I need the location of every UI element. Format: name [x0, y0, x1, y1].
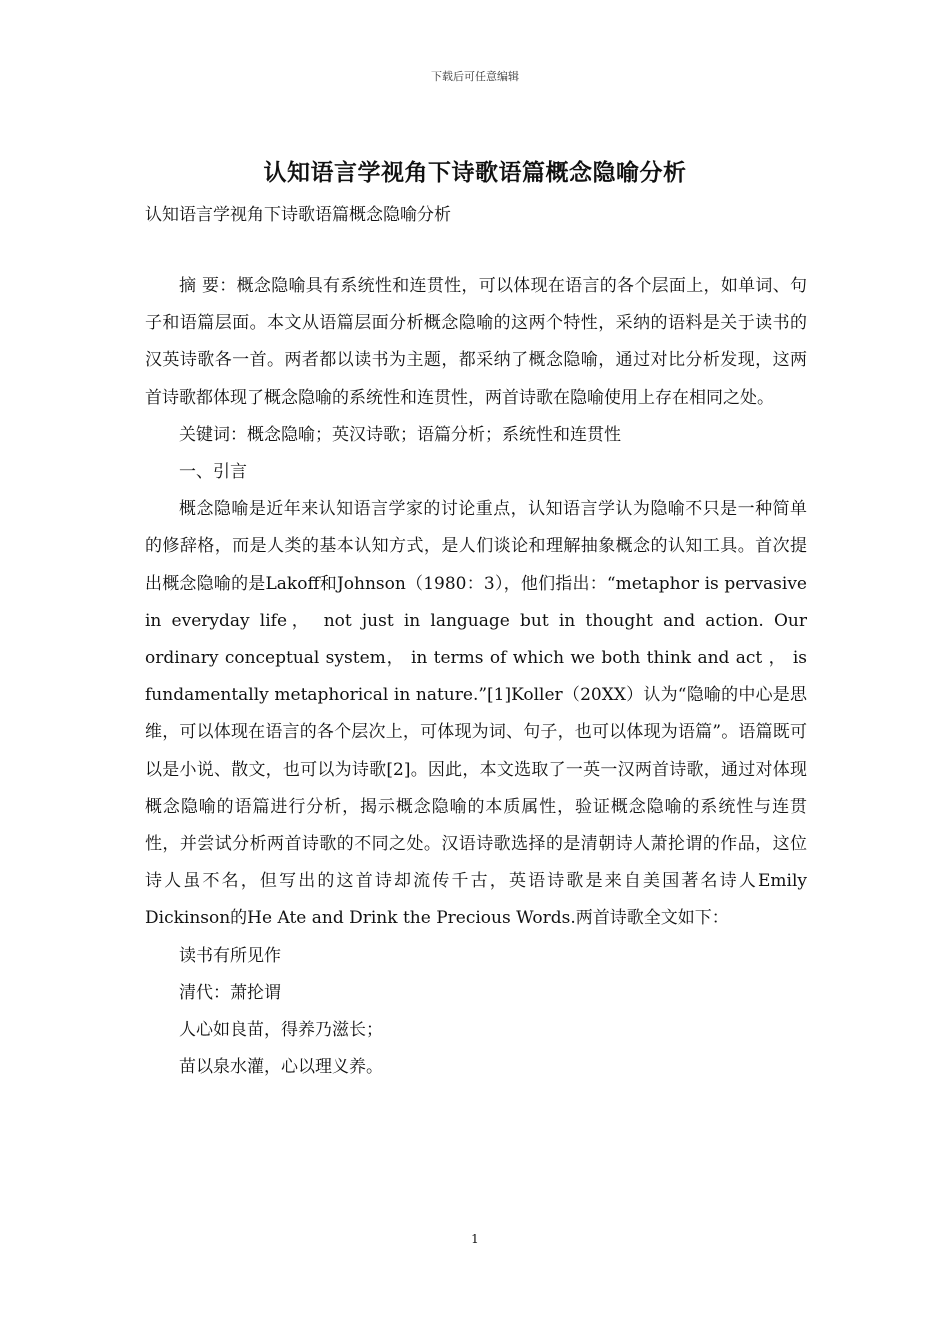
poem-line: 人心如良苗，得养乃滋长；	[179, 1020, 383, 1041]
abstract-paragraph: 摘 要：概念隐喻具有系统性和连贯性，可以体现在语言的各个层面上，如单词、句子和语篇层面。本文从语篇层面分析概念隐喻的这两个特性，采纳的语料是关于读书的汉英诗歌各一首。两者都以读书为主题，都采纳了概念隐喻，通过对比分析发现，这两首诗歌都体现了概念隐喻的系统性和连贯性，两首诗歌在隐喻使用上存在相同之处。	[145, 276, 807, 408]
header-note: 下载后可任意编辑	[431, 70, 519, 83]
section-heading: 一、引言	[179, 462, 247, 483]
document-subtitle: 认知语言学视角下诗歌语篇概念隐喻分析	[145, 205, 451, 225]
poem-line: 苗以泉水灌，心以理义养。	[179, 1057, 383, 1078]
intro-paragraph: 概念隐喻是近年来认知语言学家的讨论重点，认知语言学认为隐喻不只是一种简单的修辞格，而是人类的基本认知方式，是人们谈论和理解抽象概念的认知工具。首次提出概念隐喻的是Lakoff和Johnson（1980：3），他们指出：“metaphor is pervasive in everyday life， not just in language but in thought and action. Our ordinary conceptual system， in terms of which we both think and act ， is fundamentally metaphorical in nature.”[1]Koller（20XX）认为“隐喻的中心是思维，可以体现在语言的各个层次上，可体现为词、句子，也可以体现为语篇”。语篇既可以是小说、散文，也可以为诗歌[2]。因此，本文选取了一英一汉两首诗歌，通过对体现概念隐喻的语篇进行分析，揭示概念隐喻的本质属性，验证概念隐喻的系统性与连贯性，并尝试分析两首诗歌的不同之处。汉语诗歌选择的是清朝诗人萧抡谓的作品，这位诗人虽不名，但写出的这首诗却流传千古，英语诗歌是来自美国著名诗人Emily Dickinson的He Ate and Drink the Precious Words.两首诗歌全文如下：	[145, 499, 807, 929]
keywords-line: 关键词：概念隐喻；英汉诗歌；语篇分析；系统性和连贯性	[179, 424, 621, 445]
document-title: 认知语言学视角下诗歌语篇概念隐喻分析	[263, 159, 687, 186]
poem-title: 读书有所见作	[179, 945, 281, 966]
document-body	[145, 268, 807, 1086]
poem-author: 清代：萧抡谓	[179, 982, 281, 1003]
page-number: 1	[471, 1232, 479, 1246]
